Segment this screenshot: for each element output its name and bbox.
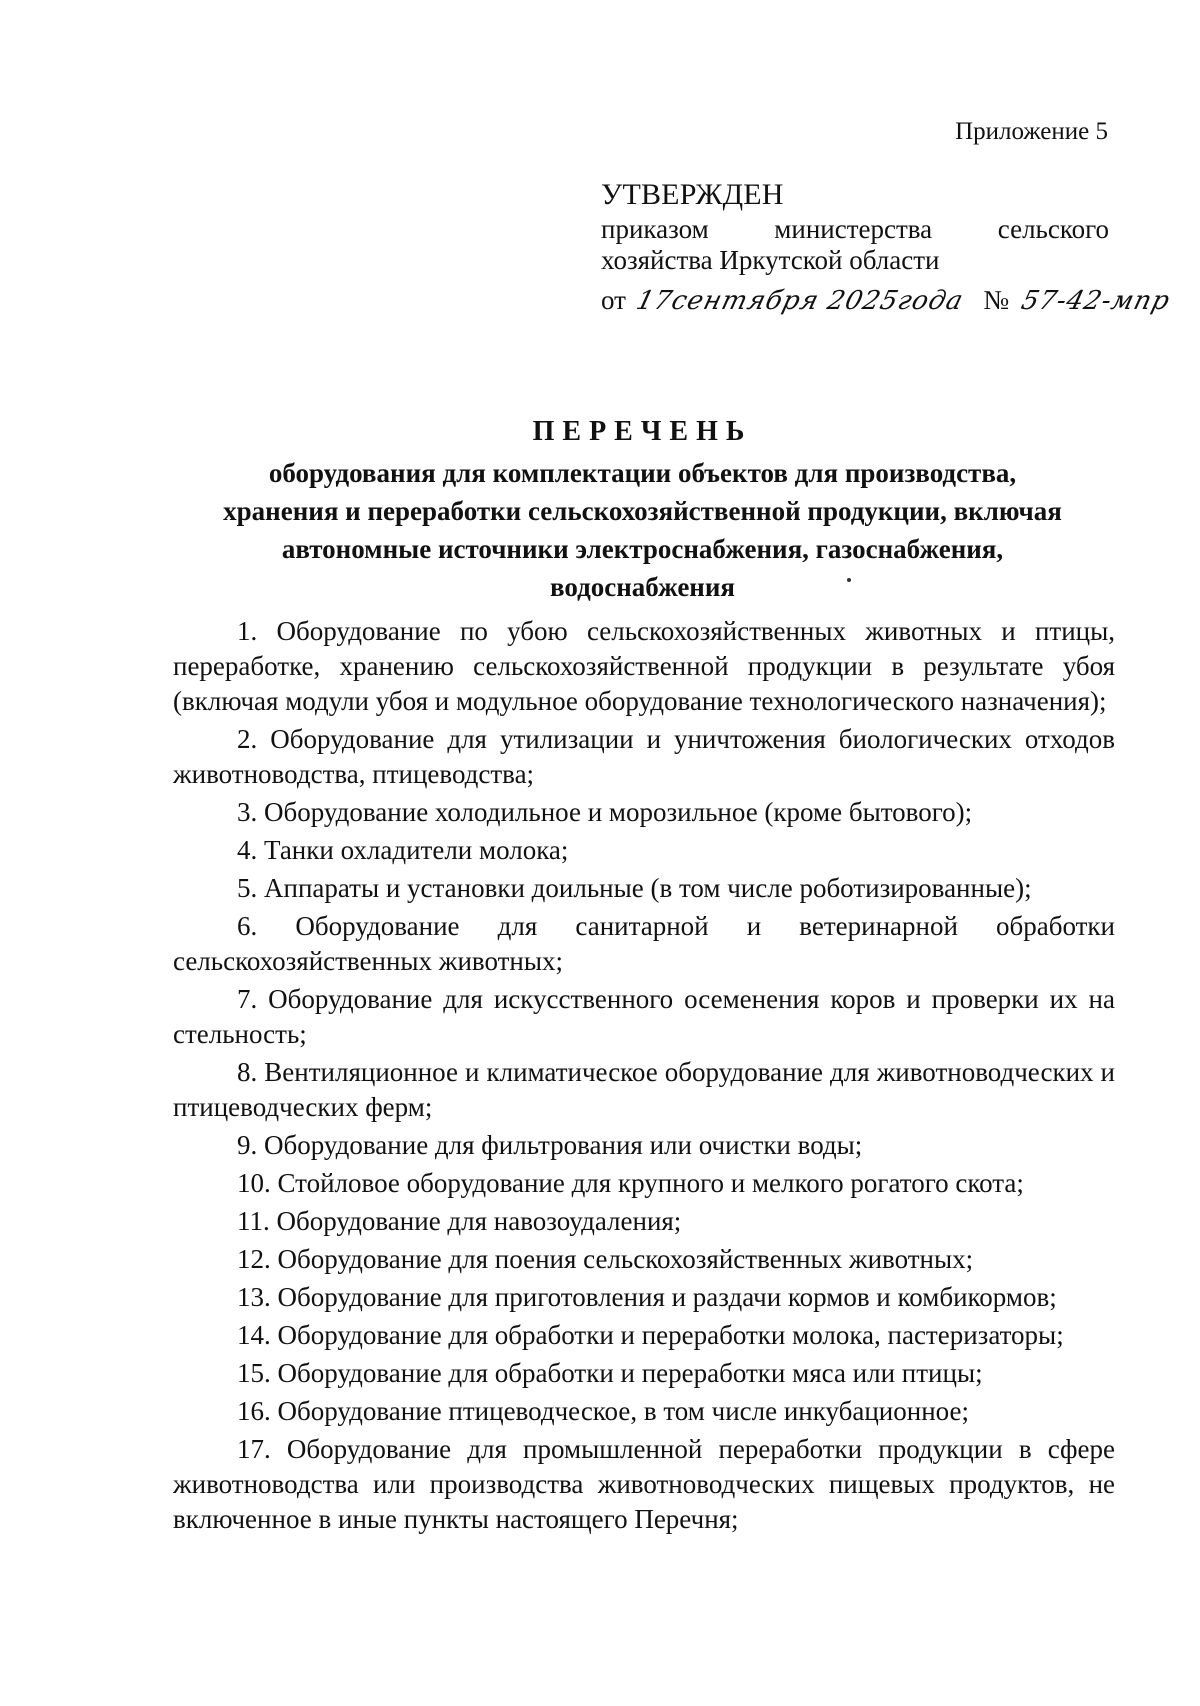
- approval-title: УТВЕРЖДЕН: [601, 178, 784, 211]
- list-item: 8. Вентиляционное и климатическое оборудование для животноводческих и птицеводческих ферм;: [173, 1057, 1115, 1122]
- equipment-list: [173, 614, 1115, 1540]
- heading-subtitle-line: хранения и переработки сельскохозяйственной продукции, включая: [223, 496, 1062, 526]
- scan-speck: [847, 578, 851, 582]
- handwritten-number: 57-42-мпр: [1018, 286, 1174, 316]
- handwritten-date: 17сентября 2025года: [632, 286, 967, 316]
- list-item: 6. Оборудование для санитарной и ветеринарной обработки сельскохозяйственных животных;: [173, 911, 1115, 976]
- list-item: 10. Стойловое оборудование для крупного и мелкого рогатого скота;: [237, 1168, 1024, 1198]
- list-item: 15. Оборудование для обработки и переработки мяса или птицы;: [237, 1358, 983, 1388]
- list-item: 3. Оборудование холодильное и морозильное (кроме бытового);: [237, 797, 973, 827]
- heading-subtitle-line: водоснабжения: [549, 572, 736, 602]
- list-item: 17. Оборудование для промышленной переработки продукции в сфере животноводства или производства животноводческих пищевых продуктов, не включенное в иные пункты настоящего Перечня;: [173, 1434, 1115, 1534]
- list-item: 13. Оборудование для приготовления и раздачи кормов и комбикормов;: [237, 1282, 1057, 1312]
- list-item: 7. Оборудование для искусственного осеменения коров и проверки их на стельность;: [173, 984, 1115, 1049]
- heading-subtitle-line: автономные источники электроснабжения, газоснабжения,: [281, 534, 1004, 564]
- list-item: 11. Оборудование для навозоудаления;: [237, 1206, 682, 1236]
- list-item: 5. Аппараты и установки доильные (в том числе роботизированные);: [237, 873, 1032, 903]
- approval-block: [601, 176, 1174, 321]
- number-prefix: №: [983, 285, 1010, 315]
- approval-date-line: [601, 280, 1174, 321]
- list-item: 9. Оборудование для фильтрования или очистки воды;: [237, 1130, 863, 1160]
- list-item: 16. Оборудование птицеводческое, в том числе инкубационное;: [237, 1396, 969, 1426]
- list-item: 12. Оборудование для поения сельскохозяйственных животных;: [237, 1244, 974, 1274]
- approval-line-2: хозяйства Иркутской области: [601, 245, 940, 275]
- appendix-label: Приложение 5: [955, 118, 1108, 145]
- document-heading: [170, 412, 1115, 606]
- date-prefix: от: [601, 285, 626, 315]
- heading-title: ПЕРЕЧЕНЬ: [532, 416, 753, 447]
- list-item: 1. Оборудование по убою сельскохозяйственных животных и птицы, переработке, хранению сельскохозяйственной продукции в результате убоя (включая модули убоя и модульное оборудование технологического назначения);: [173, 616, 1115, 716]
- heading-subtitle-line: оборудования для комплектации объектов для производства,: [268, 458, 1017, 488]
- list-item: 14. Оборудование для обработки и переработки молока, пастеризаторы;: [237, 1320, 1064, 1350]
- approval-line-1: приказом министерства сельского: [601, 214, 1109, 244]
- list-item: 2. Оборудование для утилизации и уничтожения биологических отходов животноводства, птицеводства;: [173, 724, 1115, 789]
- list-item: 4. Танки охладители молока;: [237, 835, 569, 865]
